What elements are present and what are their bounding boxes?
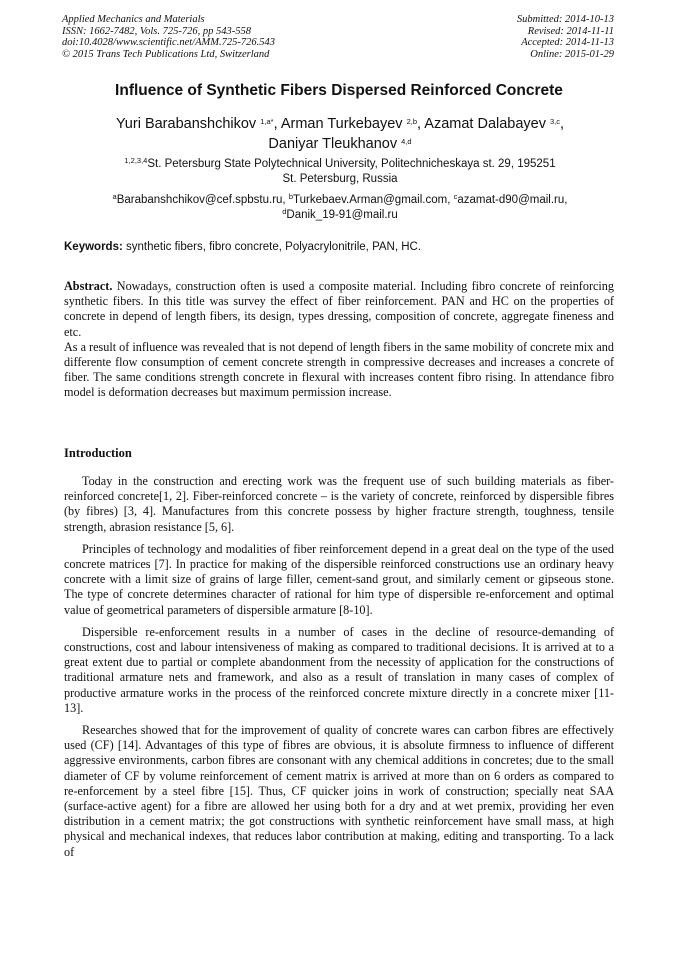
keywords (64, 241, 616, 253)
email-sup: c (453, 192, 458, 201)
introduction-body (64, 474, 614, 867)
abstract-paragraph-2: As a result of influence was revealed that is not depend of length fibers in the same mobility of concrete mix and differente flow consumption of cement concrete strength in compressive decreases and increases a concrete of fiber. The same conditions strength concrete in flexural with increases content fibro rising. In attendance fibro model is deformation decreases but maximum permission increase. (64, 339, 614, 400)
keywords-label: Keywords: (64, 241, 123, 253)
intro-paragraph-2: Principles of technology and modalities of fiber reinforcement depend in a great deal on the type of the used concrete matrices [7]. In practice for making of the dispersible reinforced constructions use an ordinary heavy concrete with a limit size of grains of large filler, cement-sand grout, and similarly cement or gipseous stone. The type of concrete determines character of rational for him type of dispersible re-enforcement and optimal value of geometrical parameters of dispersible armature [8-10]. (64, 541, 614, 617)
journal-name: Applied Mechanics and Materials (62, 14, 205, 25)
author-name: Daniyar Tleukhanov (268, 136, 398, 152)
author-line-1 (40, 114, 640, 134)
author-line-2 (40, 134, 640, 154)
author-sep: , (417, 116, 425, 132)
paper-title: Influence of Synthetic Fibers Dispersed Reinforced Concrete (115, 82, 563, 99)
author-affil-sup: 4,d (401, 137, 412, 146)
author-affil-sup: 2,b (406, 117, 418, 126)
author-affil-sup: 3,c (550, 117, 561, 126)
author-sep: , (273, 116, 281, 132)
author-affil-sup: 1,a* (260, 117, 274, 126)
affiliation-line-2: St. Petersburg, Russia (282, 173, 398, 185)
author-name: Azamat Dalabayev (424, 116, 546, 132)
abstract-paragraph-1 (64, 279, 614, 340)
copyright-line: © 2015 Trans Tech Publications Ltd, Switzerland (62, 48, 270, 60)
intro-paragraph-3: Dispersible re-enforcement results in a number of cases in the decline of resource-demanding of constructions, cost and labour intensiveness of making as compared to traditional decisions. It is arrived at to a great extent due to partial or complete abandonment from the necessity of application for the constructions of traditional armature nets and framework, and also as a result of translation in many cases of complex of productive armature works in the process of the reinforced concrete mixture directly in a concrete mixer [11-13]. (64, 624, 614, 715)
author-name: Arman Turkebayev (280, 116, 403, 132)
revised-date: Revised: 2014-11-11 (527, 25, 614, 37)
affiliation (40, 157, 640, 187)
author-name: Yuri Barabanshchikov (115, 116, 257, 132)
doi-line: doi:10.4028/www.scientific.net/AMM.725-726.543 (62, 37, 275, 48)
email-link[interactable]: azamat-d90@mail.ru, (457, 194, 568, 206)
publication-dates (517, 14, 614, 60)
author-emails (40, 193, 640, 223)
affiliation-sup: 1,2,3,4 (124, 156, 148, 165)
abstract-text: Nowadays, construction often is used a composite material. Including fibro concrete of reinforcing synthetic fibers. In this title was survey the effect of fiber reinforcement. PAN and HC on the properties of concrete in depend of length fibers, its design, types dressing, composition of concrete, aggregate fineness and etc. (64, 279, 614, 339)
keywords-text: synthetic fibers, fibro concrete, Polyacrylonitrile, PAN, HC. (122, 241, 422, 253)
submitted-date: Submitted: 2014-10-13 (516, 14, 614, 25)
issn-line: ISSN: 1662-7482, Vols. 725-726, pp 543-558 (62, 25, 251, 37)
abstract-label: Abstract. (64, 279, 113, 293)
online-date: Online: 2015-01-29 (530, 48, 614, 60)
email-link[interactable]: Danik_19-91@mail.ru (286, 209, 398, 221)
journal-info (62, 14, 275, 60)
abstract (64, 279, 614, 401)
email-sup: a (112, 192, 117, 201)
email-link[interactable]: Barabanshchikov@cef.spbstu.ru, (116, 194, 289, 206)
author-sep: , (560, 116, 565, 132)
intro-paragraph-4: Researches showed that for the improvement of quality of concrete wares can carbon fibres are effectively used (CF) [14]. Advantages of this type of fibres are obvious, it is absolute firmness to influence of different aggressive environments, carbon fibres are consonant with any chemical additions in concretes; due to the small diameter of CF by volume reinforcement of cement matrix is arrived at more than on 6 orders as compared to re-enforcement by a steel fibre [15]. Thus, CF quicker joins in work of construction; specially neat SAA (surface-active agent) for a fibre are allowed her using both for a dry and at wet premix, providing her even distribution in a cement matrix; the got constructions with synthetic reinforcement have small mass, at high physical and mechanical indexes, that reduces labor contribution at making, editing and transporting. To a lack of (64, 723, 614, 859)
section-heading-introduction: Introduction (64, 446, 132, 460)
affiliation-line-1: St. Petersburg State Polytechnical University, Politechnicheskaya st. 29, 195251 (147, 158, 556, 170)
author-list (40, 114, 640, 154)
accepted-date: Accepted: 2014-11-13 (521, 37, 614, 48)
intro-paragraph-1: Today in the construction and erecting work was the frequent use of such building materials as fiber-reinforced concrete[1, 2]. Fiber-reinforced concrete – is the variety of concrete, reinforced by dispersible fibres (by fibres) [3, 4]. Manufactures from this concrete possess by higher fracture strength, toughness, tensile strength, abrasion resistance [5, 6]. (64, 474, 614, 534)
email-link[interactable]: Turkebaev.Arman@gmail.com, (293, 194, 454, 206)
email-sup: d (282, 207, 287, 216)
email-sup: b (288, 192, 293, 201)
